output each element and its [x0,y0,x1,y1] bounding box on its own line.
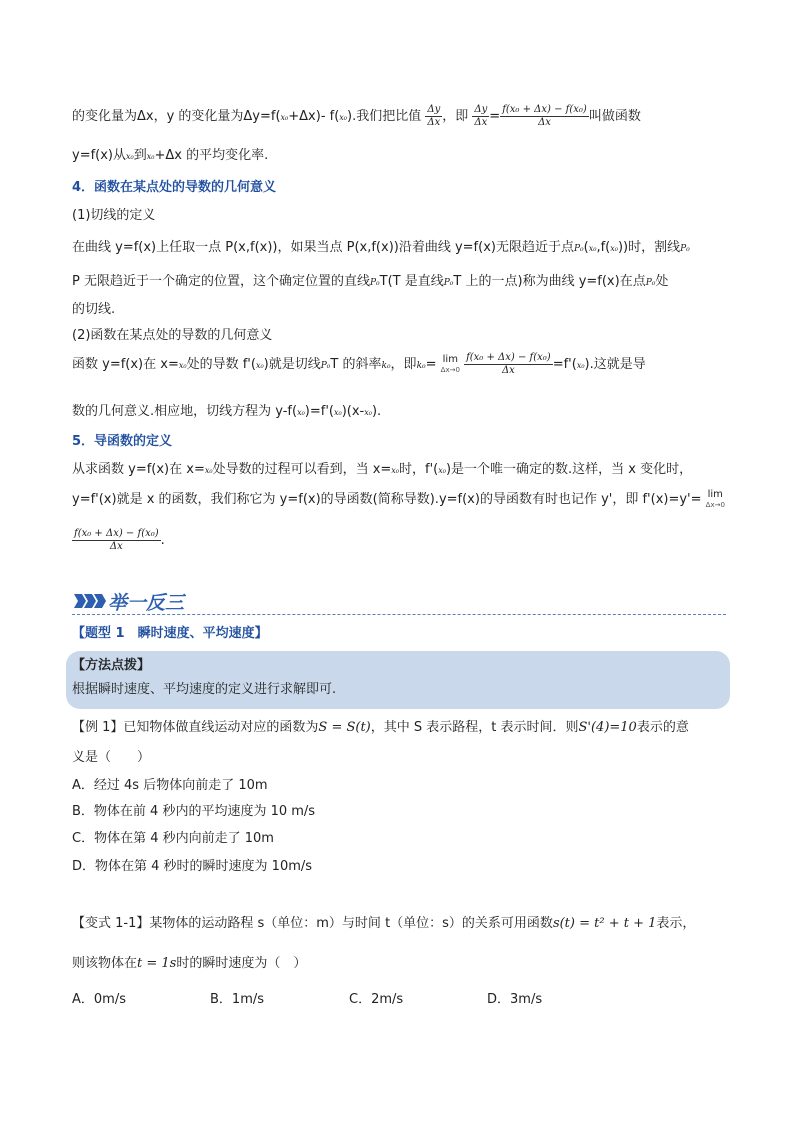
avg-rate-line-2 [72,144,268,163]
method-text: 根据瞬时速度、平均速度的定义进行求解即可. [72,682,337,697]
section-4-heading: 4．函数在某点处的导数的几何意义 [72,180,277,195]
option-d: D．物体在第 4 秒时的瞬时速度为 10m/s [72,859,313,874]
text: 叫做函数 [588,109,641,124]
text: ，即 [442,109,469,124]
x0: x₀ [280,113,289,122]
variant-1-line-1: 【变式 1-1】某物体的运动路程 s（单位：m）与时间 t（单位：s）的关系可用函数s(t) = t² + t + 1表示， [72,916,696,931]
variant-option-b: B．1m/s [210,992,265,1007]
section-4-sub2: (2)函数在某点处的导数的几何意义 [72,328,273,343]
section-divider [72,614,726,615]
x0: x₀ [339,113,348,122]
derived-fn-fraction-line: $\frac{\text{f(x₀ + Δx) − f(x₀)}}{\Delta x}$ . [74,528,165,552]
variant-1-line-2: 则该物体在t = 1s时的瞬时速度为（ ） [72,956,307,971]
derivative-fraction: $\frac{\text{f(x₀ + Δx) − f(x₀)}}{\Delta x}$ [466,352,551,376]
section-4-sub1: (1)切线的定义 [72,208,156,223]
tangent-def-line-3: 的切线. [72,302,116,317]
text: y=f(x)从 [72,148,126,163]
tangent-def-line-1: 在曲线 y=f(x)上任取一点 P(x,f(x))，如果当点 P(x,f(x))沿着曲线 y=f(x)无限趋近于点P₀(x₀,f(x₀))时，割线P₀ [72,240,690,255]
geom-meaning-line-2: 数的几何意义.相应地，切线方程为 y-f(x₀)=f'(x₀)(x-x₀). [72,404,382,419]
derived-fn-line-2: y=f'(x)就是 x 的函数，我们称它为 y=f(x)的导函数(简称导数).y=f(x)的导函数有时也记作 y'，即 f'(x)=y'= lim Δx→0 [72,488,725,509]
text: +Δx 的平均变化率. [154,148,269,163]
derived-fn-line-1: 从求函数 y=f(x)在 x=x₀处导数的过程可以看到，当 x=x₀时，f'(x₀)是一个唯一确定的数.这样，当 x 变化时， [72,462,693,477]
limit-symbol: lim Δx→0 [440,353,460,374]
example-1-line-1: 【例 1】已知物体做直线运动对应的函数为S = S(t)，其中 S 表示路程，t 表示时间．则S'(4)=10表示的意 [72,720,689,735]
option-b: B．物体在前 4 秒内的平均速度为 10 m/s [72,804,316,819]
variant-option-a: A．0m/s [72,992,126,1007]
limit-symbol: lim Δx→0 [705,488,725,509]
text: ).我们把比值 [347,109,422,124]
geom-meaning-line-1: 函数 y=f(x)在 x=x₀处的导数 f'(x₀)就是切线P₀T 的斜率k₀，即k₀= lim Δx→0 $\frac{\text{f(x₀ + Δx) − f(x₀)}}{\Delta x}$ =f'(x₀).这就是导 [72,352,646,376]
avg-rate-fraction: $\frac{\text{f(x₀ + Δx) − f(x₀)}}{\Delta x}$ [502,104,587,128]
text: 到 [133,148,147,163]
method-title: 【方法点拨】 [72,658,151,673]
example-1-line-2: 义是（ ） [72,750,151,765]
tangent-def-line-2: P 无限趋近于一个确定的位置，这个确定位置的直线P₀T(T 是直线P₀T 上的一点)称为曲线 y=f(x)在点P₀处 [72,274,669,289]
section-5-heading: 5．导函数的定义 [72,434,173,449]
dy-dx-fraction-2: $\frac{\Delta y}{\Delta x}$ [474,104,488,128]
text: +Δx)- f( [288,109,340,124]
derived-fn-fraction: $\frac{\text{f(x₀ + Δx) − f(x₀)}}{\Delta x}$ [74,528,159,552]
type-1-heading: 【题型 1 瞬时速度、平均速度】 [72,626,268,641]
text: 的变化量为Δx，y 的变化量为Δy=f( [72,109,281,124]
banner-graphic [72,588,192,614]
dy-dx-fraction: $\frac{\Delta y}{\Delta x}$ [427,104,441,128]
avg-rate-line-1: 的变化量为Δx，y 的变化量为Δy=f(x₀+Δx)- f(x₀).我们把比值 $\frac{\Delta y}{\Delta x}$ ，即 $\frac{\Delta y}{\Delta x}$ = $\frac{\text{f(x₀ + Δx) − f(x₀)}}{\Delta x}$ 叫做函数 [72,104,641,128]
variant-option-c: C．2m/s [349,992,404,1007]
option-c: C．物体在第 4 秒内向前走了 10m [72,831,274,846]
x0: x₀ [126,152,134,161]
x0: x₀ [146,152,155,161]
banner-text: 举一反三 [108,592,185,614]
option-a: A．经过 4s 后物体向前走了 10m [72,778,268,793]
variant-option-d: D．3m/s [487,992,543,1007]
